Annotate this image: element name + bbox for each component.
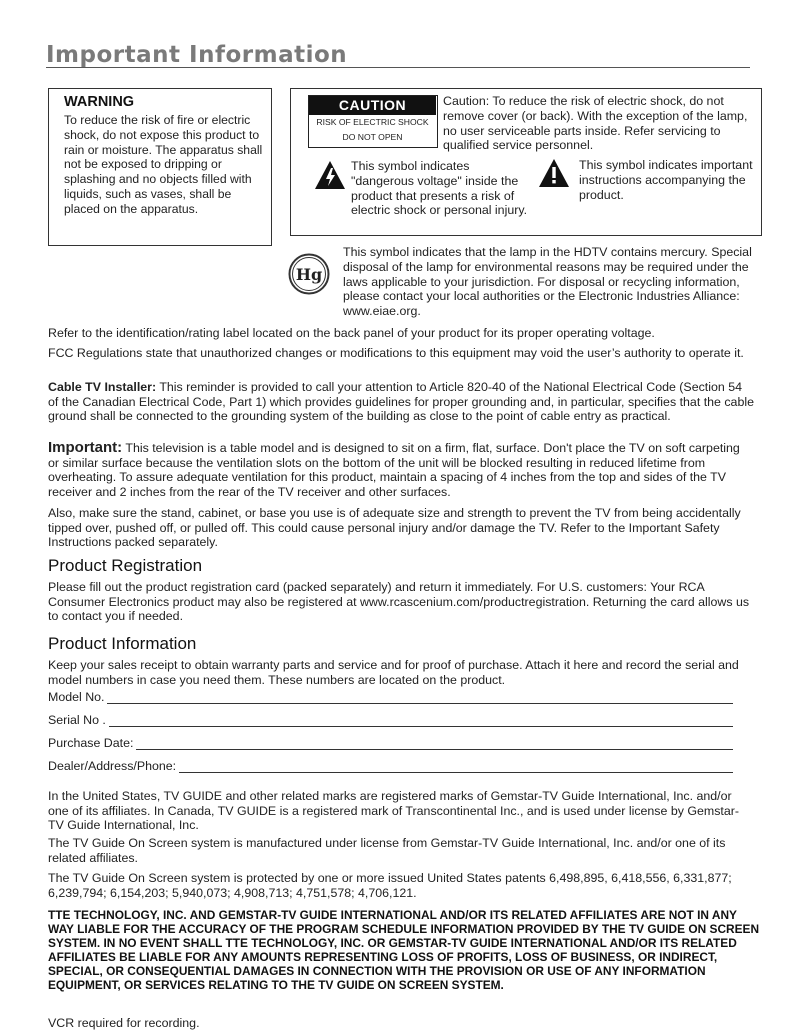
model-no-field[interactable] <box>48 690 733 704</box>
serial-no-field[interactable] <box>48 713 733 727</box>
important-instructions-text: This symbol indicates important instructions accompanying the product. <box>579 158 753 202</box>
important-paragraph <box>48 441 754 499</box>
rating-label-text: Refer to the identification/rating label located on the back panel of your product for its proper operating voltage. <box>48 326 655 340</box>
mercury-text: This symbol indicates that the lamp in the HDTV contains mercury. Special disposal of the lamp for environmental reasons may be required under the laws applicable to your jurisdiction. For disposal or recycling information, please contact your local authorities or the Electronic Industries Alliance: www.eiae.org. <box>343 245 752 319</box>
tv-guide-patents-text: The TV Guide On Screen system is protected by one or more issued United States patents 6,498,895, 6,418,556, 6,331,877; 6,239,794; 6,154,203; 5,940,073; 4,908,713; 4,751,578; 4,706,121. <box>48 871 732 900</box>
model-no-label: Model No. <box>48 690 105 704</box>
page-title: Important Information <box>46 42 348 68</box>
dealer-address-phone-field[interactable] <box>48 759 733 773</box>
dealer-address-phone-line <box>179 761 733 773</box>
product-information-heading: Product Information <box>48 634 197 653</box>
title-rule <box>46 67 750 68</box>
serial-no-line <box>109 715 733 727</box>
fcc-text: FCC Regulations state that unauthorized changes or modifications to this equipment may void the user’s authority to operate it. <box>48 346 744 360</box>
stand-text: Also, make sure the stand, cabinet, or base you use is of adequate size and strength to prevent the TV from being accidentally tipped over, pushed off, or pulled off. This could cause personal injury and/or damage the TV. Refer to the Important Safety Instructions packed separately. <box>48 506 741 550</box>
liability-disclaimer: TTE TECHNOLOGY, INC. AND GEMSTAR-TV GUIDE INTERNATIONAL AND/OR ITS RELATED AFFILIATES ARE NOT IN ANY WAY LIABLE FOR THE ACCURACY OF THE PROGRAM SCHEDULE INFORMATION PROVIDED BY THE TV GUIDE ON SCREEN SYSTEM. IN NO EVENT SHALL TTE TECHNOLOGY, INC. OR GEMSTAR-TV GUIDE INTERNATIONAL AND/OR ITS RELATED AFFILIATES BE LIABLE FOR ANY AMOUNTS REPRESENTING LOSS OF PROFITS, LOSS OF BUSINESS, OR INDIRECT, SPECIAL, OR CONSEQUENTIAL DAMAGES IN CONNECTION WITH THE PROVISION OR USE OF ANY INFORMATION EQUIPMENT, OR SERVICES RELATING TO THE TV GUIDE ON SCREEN SYSTEM. <box>48 908 760 993</box>
caution-text: Caution: To reduce the risk of electric shock, do not remove cover (or back). With the exception of the lamp, no user serviceable parts inside. Refer servicing to qualified service personnel. <box>443 94 748 153</box>
mercury-symbol-label: Hg <box>295 265 323 284</box>
purchase-date-line <box>136 738 733 750</box>
important-instructions-icon <box>538 158 570 188</box>
warning-text: To reduce the risk of fire or electric shock, do not expose this product to rain or moisture. The apparatus shall not be exposed to dripping or splashing and no objects filled with liquids, such as vases, shall be placed on the apparatus. <box>64 113 263 216</box>
tv-guide-trademark-text: In the United States, TV GUIDE and other related marks are registered marks of Gemstar-TV Guide International, Inc. and/or one of its affiliates. In Canada, TV GUIDE is a registered mark of Transcontinental Inc., and is used under license by Gemstar-TV Guide International, Inc. <box>48 789 740 833</box>
caution-label-line1: RISK OF ELECTRIC SHOCK <box>316 117 429 127</box>
important-text: This television is a table model and is designed to sit on a firm, flat, surface. Don't place the TV on soft carpeting or similar surface because the ventilation slots on the bottom of the unit will be blocked resulting in reduced lifetime from overheating. To assure adequate ventilation for this product, maintain a spacing of 4 inches from the top and sides of the TV receiver and 2 inches from the rear of the TV receiver and other surfaces. <box>48 441 740 499</box>
purchase-date-field[interactable] <box>48 736 733 750</box>
caution-label-line2: DO NOT OPEN <box>342 132 403 142</box>
product-registration-text: Please fill out the product registration card (packed separately) and return it immediately. For U.S. customers: Your RCA Consumer Electronics product may also be registered at www.rcascenium.com/productregistration. Returning the card allows us to contact you if needed. <box>48 580 750 624</box>
dealer-address-phone-label: Dealer/Address/Phone: <box>48 759 177 773</box>
product-registration-heading: Product Registration <box>48 556 203 575</box>
serial-no-label: Serial No . <box>48 713 106 727</box>
mercury-hg-icon <box>287 252 331 296</box>
dangerous-voltage-text: This symbol indicates "dangerous voltage" inside the product that presents a risk of electric shock or personal injury. <box>351 159 528 218</box>
product-information-text: Keep your sales receipt to obtain warranty parts and service and for proof of purchase. Attach it here and record the serial and model numbers in case you need them. These numbers are located on the product. <box>48 658 739 687</box>
warning-heading: WARNING <box>64 94 135 110</box>
caution-label-title: CAUTION <box>309 96 436 115</box>
cable-installer-paragraph <box>48 380 754 424</box>
model-no-line <box>107 692 733 704</box>
purchase-date-label: Purchase Date: <box>48 736 134 750</box>
cable-installer-lead: Cable TV Installer: <box>48 380 157 394</box>
vcr-note: VCR required for recording. <box>48 1016 200 1030</box>
tv-guide-license-text: The TV Guide On Screen system is manufactured under license from Gemstar-TV Guide International, Inc. and/or one of its related affiliates. <box>48 836 726 865</box>
cable-installer-text: This reminder is provided to call your attention to Article 820-40 of the National Electrical Code (Section 54 of the Canadian Electrical Code, Part 1) which provides guidelines for proper grounding and, in particular, specifies that the cable ground shall be connected to the grounding system of the building as close to the point of cable entry as practical. <box>48 380 754 424</box>
important-lead: Important: <box>48 439 123 456</box>
dangerous-voltage-icon <box>314 160 346 190</box>
